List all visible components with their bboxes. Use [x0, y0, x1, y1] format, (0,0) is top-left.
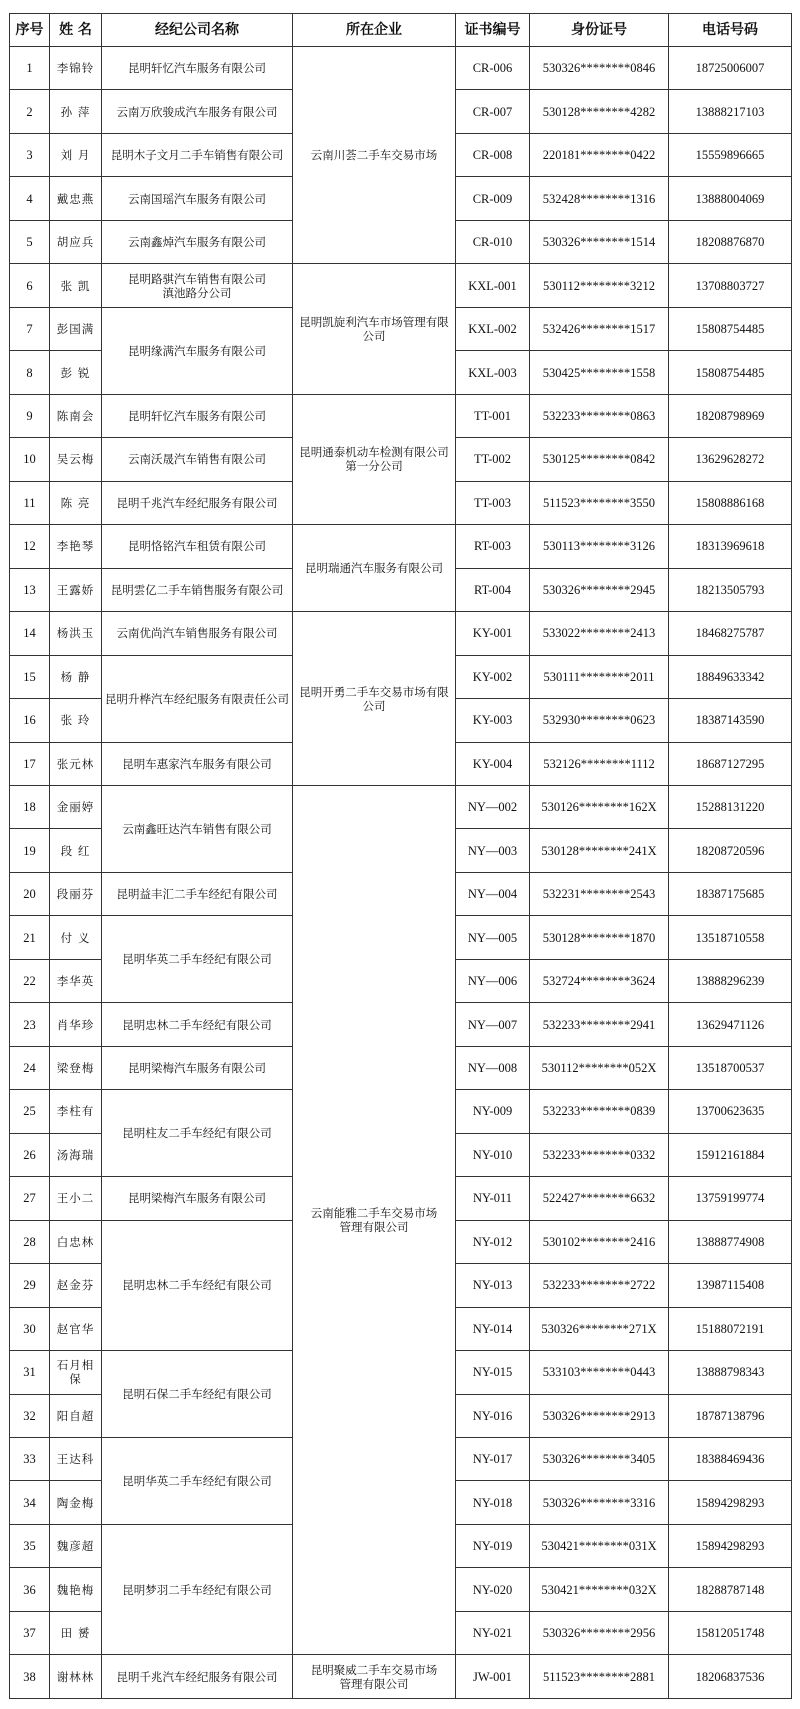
id-number: 532233********0863: [530, 394, 669, 437]
broker-name: 杨洪玉: [50, 612, 102, 655]
row-number: 2: [10, 90, 50, 133]
table-row: [10, 47, 792, 90]
broker-name: 谢林林: [50, 1655, 102, 1699]
certificate-number: NY—006: [456, 959, 530, 1002]
broker-company: 昆明忠林二手车经纪有限公司: [102, 1220, 293, 1350]
header-phone: 电话号码: [669, 14, 792, 47]
row-number: 19: [10, 829, 50, 872]
broker-name: 陶金梅: [50, 1481, 102, 1524]
certificate-number: RT-003: [456, 525, 530, 568]
certificate-number: RT-004: [456, 568, 530, 611]
row-number: 38: [10, 1655, 50, 1699]
broker-company: 昆明梁梅汽车服务有限公司: [102, 1177, 293, 1220]
broker-company: 云南优尚汽车销售服务有限公司: [102, 612, 293, 655]
id-number: 530326********2913: [530, 1394, 669, 1437]
enterprise: 昆明瑞通汽车服务有限公司: [293, 525, 456, 612]
id-number: 532233********2941: [530, 1003, 669, 1046]
certificate-number: NY-017: [456, 1438, 530, 1481]
broker-table: [9, 13, 792, 1699]
row-number: 29: [10, 1264, 50, 1307]
id-number: 532233********2722: [530, 1264, 669, 1307]
broker-name: 陈 亮: [50, 481, 102, 524]
phone-number: 13888217103: [669, 90, 792, 133]
phone-number: 18687127295: [669, 742, 792, 785]
broker-name: 吴云梅: [50, 438, 102, 481]
broker-company: 昆明雲亿二手车销售服务有限公司: [102, 568, 293, 611]
phone-number: 15559896665: [669, 133, 792, 176]
certificate-number: NY—005: [456, 916, 530, 959]
certificate-number: NY-013: [456, 1264, 530, 1307]
phone-number: 13888798343: [669, 1351, 792, 1394]
phone-number: 18787138796: [669, 1394, 792, 1437]
row-number: 35: [10, 1524, 50, 1567]
id-number: 532126********1112: [530, 742, 669, 785]
header-no: 序号: [10, 14, 50, 47]
row-number: 28: [10, 1220, 50, 1263]
certificate-number: KXL-001: [456, 264, 530, 307]
phone-number: 18208798969: [669, 394, 792, 437]
id-number: 532724********3624: [530, 959, 669, 1002]
phone-number: 18468275787: [669, 612, 792, 655]
phone-number: 13518700537: [669, 1046, 792, 1089]
broker-name: 阳自超: [50, 1394, 102, 1437]
enterprise: 昆明凯旋利汽车市场管理有限公司: [293, 264, 456, 394]
phone-number: 15288131220: [669, 785, 792, 828]
broker-name: 段 红: [50, 829, 102, 872]
enterprise: 云南能雅二手车交易市场 管理有限公司: [293, 785, 456, 1654]
broker-company: 昆明益丰汇二手车经纪有限公司: [102, 872, 293, 915]
phone-number: 13629471126: [669, 1003, 792, 1046]
phone-number: 15912161884: [669, 1133, 792, 1176]
certificate-number: CR-009: [456, 177, 530, 220]
broker-name: 魏艳梅: [50, 1568, 102, 1611]
broker-name: 彭 锐: [50, 351, 102, 394]
enterprise: 昆明聚威二手车交易市场 管理有限公司: [293, 1655, 456, 1699]
broker-name: 杨 静: [50, 655, 102, 698]
broker-company: 昆明梦羽二手车经纪有限公司: [102, 1524, 293, 1654]
certificate-number: NY—008: [456, 1046, 530, 1089]
broker-name: 王小二: [50, 1177, 102, 1220]
certificate-number: NY-014: [456, 1307, 530, 1350]
id-number: 532231********2543: [530, 872, 669, 915]
row-number: 7: [10, 307, 50, 350]
certificate-number: NY—004: [456, 872, 530, 915]
row-number: 8: [10, 351, 50, 394]
broker-name: 胡应兵: [50, 220, 102, 263]
broker-company: 云南国瑶汽车服务有限公司: [102, 177, 293, 220]
broker-name: 王达科: [50, 1438, 102, 1481]
id-number: 530425********1558: [530, 351, 669, 394]
broker-company: 昆明车惠家汽车服务有限公司: [102, 742, 293, 785]
broker-name: 金丽婷: [50, 785, 102, 828]
table-row: [10, 1655, 792, 1699]
id-number: 533103********0443: [530, 1351, 669, 1394]
certificate-number: TT-003: [456, 481, 530, 524]
header-enterprise: 所在企业: [293, 14, 456, 47]
row-number: 31: [10, 1351, 50, 1394]
certificate-number: JW-001: [456, 1655, 530, 1699]
certificate-number: NY-016: [456, 1394, 530, 1437]
broker-company: 昆明木子文月二手车销售有限公司: [102, 133, 293, 176]
row-number: 6: [10, 264, 50, 307]
id-number: 530111********2011: [530, 655, 669, 698]
broker-company: 昆明华英二手车经纪有限公司: [102, 916, 293, 1003]
row-number: 1: [10, 47, 50, 90]
phone-number: 13700623635: [669, 1090, 792, 1133]
certificate-number: NY-015: [456, 1351, 530, 1394]
row-number: 27: [10, 1177, 50, 1220]
row-number: 11: [10, 481, 50, 524]
certificate-number: CR-006: [456, 47, 530, 90]
table-row: [10, 264, 792, 307]
row-number: 10: [10, 438, 50, 481]
certificate-number: CR-008: [456, 133, 530, 176]
phone-number: 13888004069: [669, 177, 792, 220]
broker-name: 张 凯: [50, 264, 102, 307]
certificate-number: NY-019: [456, 1524, 530, 1567]
broker-name: 田 赟: [50, 1611, 102, 1654]
id-number: 532233********0839: [530, 1090, 669, 1133]
broker-company: 昆明忠林二手车经纪有限公司: [102, 1003, 293, 1046]
broker-name: 戴忠燕: [50, 177, 102, 220]
broker-company: 昆明千兆汽车经纪服务有限公司: [102, 481, 293, 524]
id-number: 530326********3316: [530, 1481, 669, 1524]
phone-number: 13518710558: [669, 916, 792, 959]
phone-number: 15894298293: [669, 1524, 792, 1567]
broker-name: 白忠林: [50, 1220, 102, 1263]
certificate-number: KXL-003: [456, 351, 530, 394]
header-name: 姓 名: [50, 14, 102, 47]
id-number: 530102********2416: [530, 1220, 669, 1263]
row-number: 33: [10, 1438, 50, 1481]
row-number: 22: [10, 959, 50, 1002]
broker-name: 张 玲: [50, 699, 102, 742]
broker-company: 昆明华英二手车经纪有限公司: [102, 1438, 293, 1525]
broker-name: 肖华珍: [50, 1003, 102, 1046]
header-id: 身份证号: [530, 14, 669, 47]
phone-number: 15188072191: [669, 1307, 792, 1350]
phone-number: 18388469436: [669, 1438, 792, 1481]
certificate-number: NY-010: [456, 1133, 530, 1176]
phone-number: 18213505793: [669, 568, 792, 611]
table-row: [10, 612, 792, 655]
row-number: 16: [10, 699, 50, 742]
id-number: 530326********0846: [530, 47, 669, 90]
id-number: 530125********0842: [530, 438, 669, 481]
row-number: 14: [10, 612, 50, 655]
phone-number: 13987115408: [669, 1264, 792, 1307]
certificate-number: KXL-002: [456, 307, 530, 350]
broker-name: 段丽芬: [50, 872, 102, 915]
id-number: 522427********6632: [530, 1177, 669, 1220]
broker-company: 昆明轩忆汽车服务有限公司: [102, 47, 293, 90]
phone-number: 13759199774: [669, 1177, 792, 1220]
phone-number: 13629628272: [669, 438, 792, 481]
phone-number: 15808886168: [669, 481, 792, 524]
broker-name: 魏彦超: [50, 1524, 102, 1567]
row-number: 9: [10, 394, 50, 437]
broker-name: 付 义: [50, 916, 102, 959]
broker-name: 石月相保: [50, 1351, 102, 1394]
broker-company: 云南鑫旺达汽车销售有限公司: [102, 785, 293, 872]
phone-number: 18288787148: [669, 1568, 792, 1611]
certificate-number: KY-004: [456, 742, 530, 785]
enterprise: 昆明开勇二手车交易市场有限公司: [293, 612, 456, 786]
certificate-number: NY-012: [456, 1220, 530, 1263]
id-number: 532426********1517: [530, 307, 669, 350]
broker-company: 云南万欣骏成汽车服务有限公司: [102, 90, 293, 133]
certificate-number: CR-007: [456, 90, 530, 133]
phone-number: 18313969618: [669, 525, 792, 568]
id-number: 530326********271X: [530, 1307, 669, 1350]
header-company: 经纪公司名称: [102, 14, 293, 47]
broker-name: 刘 月: [50, 133, 102, 176]
row-number: 26: [10, 1133, 50, 1176]
broker-company: 昆明石保二手车经纪有限公司: [102, 1351, 293, 1438]
id-number: 530128********4282: [530, 90, 669, 133]
row-number: 24: [10, 1046, 50, 1089]
id-number: 220181********0422: [530, 133, 669, 176]
certificate-number: NY—003: [456, 829, 530, 872]
id-number: 530421********031X: [530, 1524, 669, 1567]
broker-name: 李柱有: [50, 1090, 102, 1133]
row-number: 23: [10, 1003, 50, 1046]
id-number: 530421********032X: [530, 1568, 669, 1611]
phone-number: 18206837536: [669, 1655, 792, 1699]
certificate-number: NY-020: [456, 1568, 530, 1611]
phone-number: 15808754485: [669, 307, 792, 350]
broker-company: 昆明恪铭汽车租赁有限公司: [102, 525, 293, 568]
row-number: 20: [10, 872, 50, 915]
row-number: 36: [10, 1568, 50, 1611]
broker-name: 汤海瑞: [50, 1133, 102, 1176]
phone-number: 15894298293: [669, 1481, 792, 1524]
table-row: [10, 525, 792, 568]
broker-company: 昆明柱友二手车经纪有限公司: [102, 1090, 293, 1177]
row-number: 34: [10, 1481, 50, 1524]
row-number: 37: [10, 1611, 50, 1654]
row-number: 4: [10, 177, 50, 220]
id-number: 530113********3126: [530, 525, 669, 568]
id-number: 533022********2413: [530, 612, 669, 655]
certificate-number: NY—002: [456, 785, 530, 828]
header-cert: 证书编号: [456, 14, 530, 47]
broker-name: 李锦铃: [50, 47, 102, 90]
row-number: 12: [10, 525, 50, 568]
id-number: 530112********052X: [530, 1046, 669, 1089]
id-number: 532428********1316: [530, 177, 669, 220]
broker-company: 云南鑫焯汽车服务有限公司: [102, 220, 293, 263]
broker-company: 昆明千兆汽车经纪服务有限公司: [102, 1655, 293, 1699]
broker-name: 李艳琴: [50, 525, 102, 568]
row-number: 25: [10, 1090, 50, 1133]
phone-number: 13888774908: [669, 1220, 792, 1263]
phone-number: 18725006007: [669, 47, 792, 90]
phone-number: 15808754485: [669, 351, 792, 394]
id-number: 530326********2956: [530, 1611, 669, 1654]
certificate-number: KY-003: [456, 699, 530, 742]
table-row: [10, 785, 792, 828]
row-number: 32: [10, 1394, 50, 1437]
broker-name: 李华英: [50, 959, 102, 1002]
phone-number: 18849633342: [669, 655, 792, 698]
certificate-number: TT-001: [456, 394, 530, 437]
enterprise: 云南川荟二手车交易市场: [293, 47, 456, 264]
certificate-number: NY-021: [456, 1611, 530, 1654]
certificate-number: NY-009: [456, 1090, 530, 1133]
broker-name: 赵官华: [50, 1307, 102, 1350]
row-number: 13: [10, 568, 50, 611]
phone-number: 18208720596: [669, 829, 792, 872]
certificate-number: NY—007: [456, 1003, 530, 1046]
certificate-number: KY-002: [456, 655, 530, 698]
broker-company: 昆明缘满汽车服务有限公司: [102, 307, 293, 394]
broker-name: 陈南会: [50, 394, 102, 437]
row-number: 30: [10, 1307, 50, 1350]
row-number: 18: [10, 785, 50, 828]
enterprise: 昆明通泰机动车检测有限公司 第一分公司: [293, 394, 456, 524]
broker-name: 赵金芬: [50, 1264, 102, 1307]
broker-name: 梁登梅: [50, 1046, 102, 1089]
broker-name: 王露娇: [50, 568, 102, 611]
id-number: 530128********241X: [530, 829, 669, 872]
id-number: 530326********1514: [530, 220, 669, 263]
phone-number: 18387175685: [669, 872, 792, 915]
certificate-number: CR-010: [456, 220, 530, 263]
id-number: 532930********0623: [530, 699, 669, 742]
row-number: 3: [10, 133, 50, 176]
id-number: 532233********0332: [530, 1133, 669, 1176]
certificate-number: NY-018: [456, 1481, 530, 1524]
phone-number: 18387143590: [669, 699, 792, 742]
broker-company: 昆明轩忆汽车服务有限公司: [102, 394, 293, 437]
table-row: [10, 394, 792, 437]
id-number: 511523********3550: [530, 481, 669, 524]
phone-number: 15812051748: [669, 1611, 792, 1654]
broker-name: 张元林: [50, 742, 102, 785]
broker-company: 昆明梁梅汽车服务有限公司: [102, 1046, 293, 1089]
broker-name: 彭国满: [50, 307, 102, 350]
certificate-number: NY-011: [456, 1177, 530, 1220]
certificate-number: KY-001: [456, 612, 530, 655]
phone-number: 13708803727: [669, 264, 792, 307]
row-number: 21: [10, 916, 50, 959]
row-number: 15: [10, 655, 50, 698]
id-number: 530326********2945: [530, 568, 669, 611]
header-row: [10, 14, 792, 47]
row-number: 17: [10, 742, 50, 785]
broker-company: 云南沃晟汽车销售有限公司: [102, 438, 293, 481]
id-number: 530128********1870: [530, 916, 669, 959]
id-number: 530112********3212: [530, 264, 669, 307]
id-number: 530326********3405: [530, 1438, 669, 1481]
broker-company: 昆明升桦汽车经纪服务有限责任公司: [102, 655, 293, 742]
id-number: 530126********162X: [530, 785, 669, 828]
broker-company: 昆明路骐汽车销售有限公司 滇池路分公司: [102, 264, 293, 307]
phone-number: 18208876870: [669, 220, 792, 263]
broker-name: 孙 萍: [50, 90, 102, 133]
certificate-number: TT-002: [456, 438, 530, 481]
phone-number: 13888296239: [669, 959, 792, 1002]
row-number: 5: [10, 220, 50, 263]
id-number: 511523********2881: [530, 1655, 669, 1699]
